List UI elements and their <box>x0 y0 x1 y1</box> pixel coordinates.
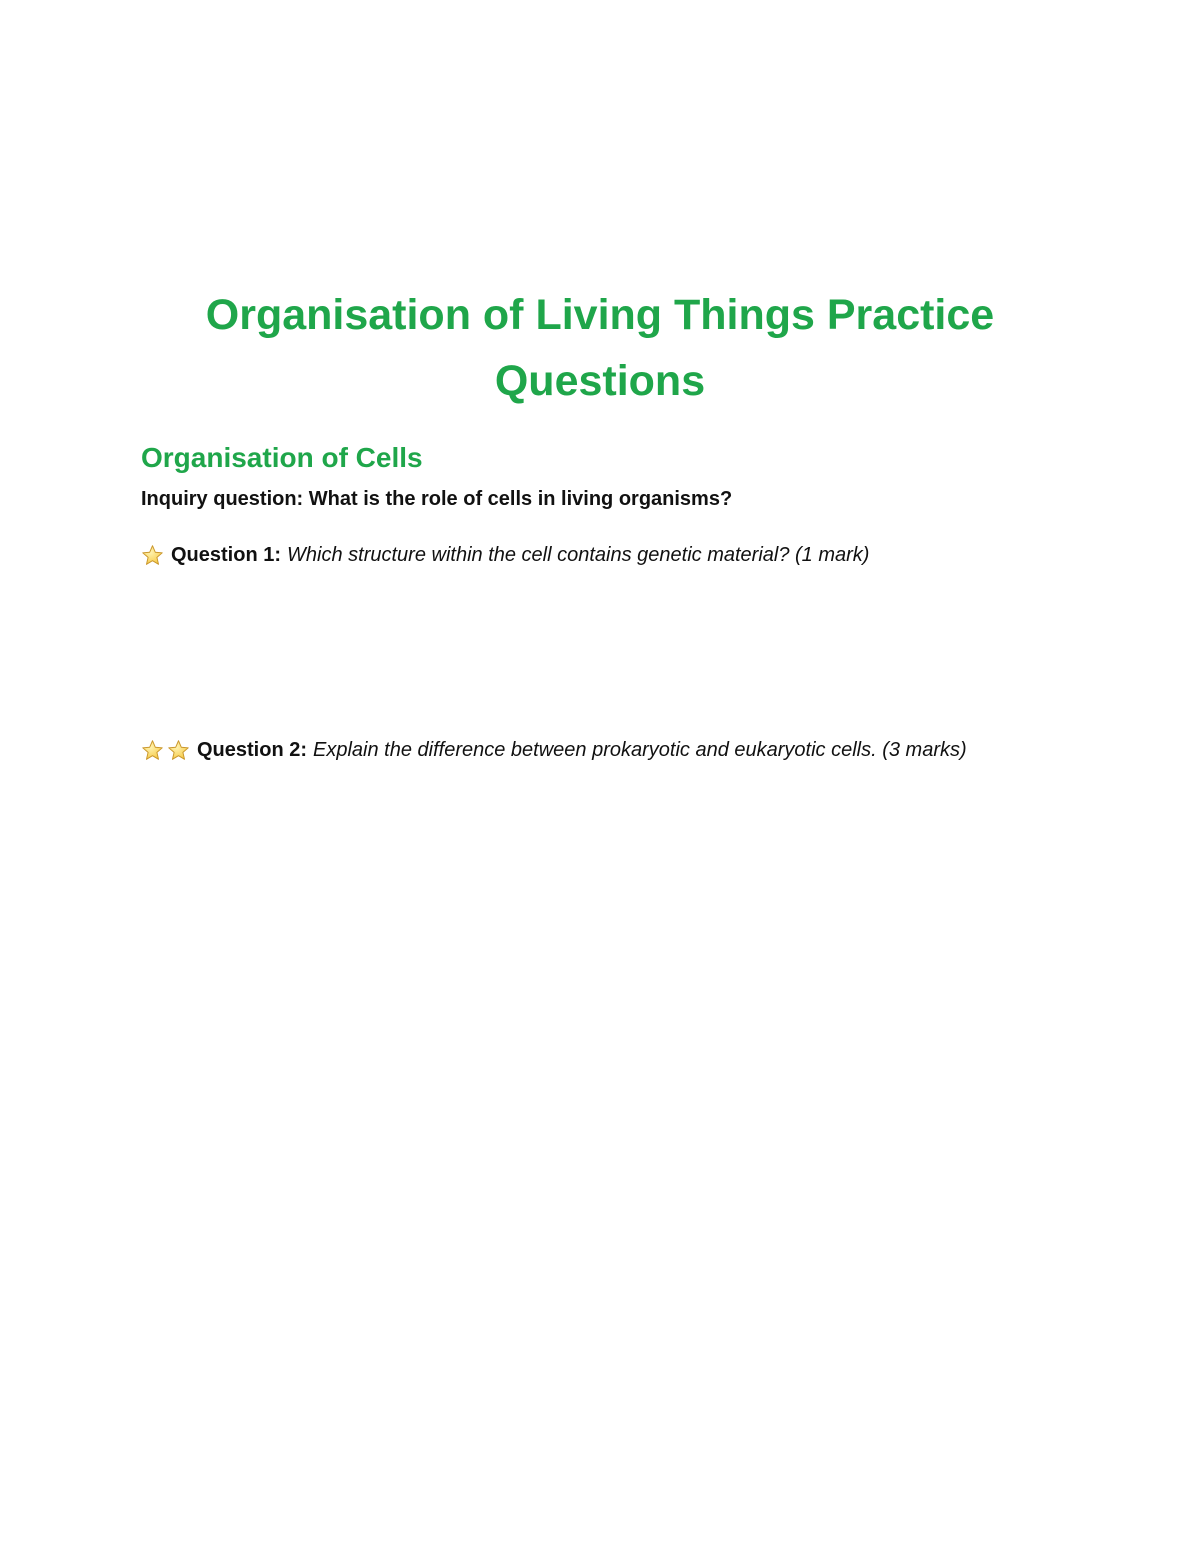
section-heading: Organisation of Cells <box>141 442 423 473</box>
star-icon <box>141 739 164 762</box>
question-text: Explain the difference between prokaryotic and eukaryotic cells. (3 marks) <box>313 739 967 761</box>
question-text: Which structure within the cell contains genetic material? (1 mark) <box>287 544 870 566</box>
question-label: Question 2: <box>197 739 308 761</box>
question-label: Question 1: <box>171 544 282 566</box>
question-2 <box>141 735 967 765</box>
star-icon <box>141 544 164 567</box>
difficulty-stars <box>141 544 167 567</box>
document-title: Organisation of Living Things Practice Questions <box>205 291 995 405</box>
star-icon <box>167 739 190 762</box>
inquiry-question: Inquiry question: What is the role of cells in living organisms? <box>141 488 733 510</box>
difficulty-stars <box>141 739 193 762</box>
question-1 <box>141 540 869 570</box>
